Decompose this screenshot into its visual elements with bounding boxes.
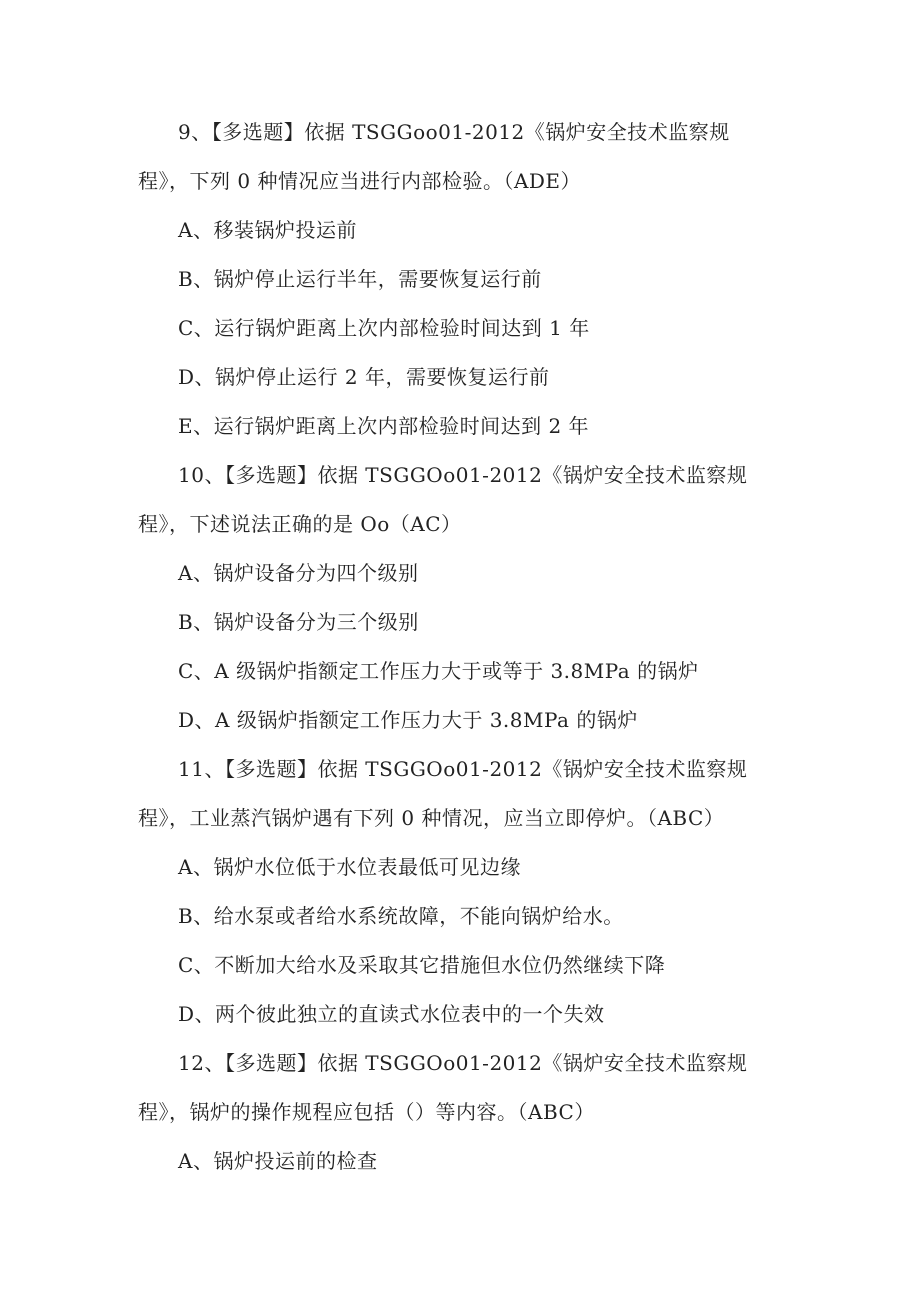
question-9-option-c: C、运行锅炉距离上次内部检验时间达到 1 年: [178, 316, 590, 340]
question-9-option-a: A、移装锅炉投运前: [178, 218, 357, 242]
question-10-option-b: B、锅炉设备分为三个级别: [178, 610, 419, 634]
question-9-option-d: D、锅炉停止运行 2 年，需要恢复运行前: [178, 365, 550, 389]
question-9-option-e: E、运行锅炉距离上次内部检验时间达到 2 年: [178, 414, 590, 438]
question-10-line-2: 程》，下述说法正确的是 Oo（AC）: [138, 512, 462, 536]
question-10-option-a: A、锅炉设备分为四个级别: [178, 561, 419, 585]
question-9-line-2: 程》，下列 0 种情况应当进行内部检验。（ADE）: [138, 169, 582, 193]
question-9-line-1: 9、【多选题】依据 TSGGoo01-2012《锅炉安全技术监察规: [178, 120, 730, 144]
question-10-line-1: 10、【多选题】依据 TSGGOo01-2012《锅炉安全技术监察规: [178, 463, 748, 487]
question-11-option-d: D、两个彼此独立的直读式水位表中的一个失效: [178, 1002, 605, 1026]
question-11-line-2: 程》，工业蒸汽锅炉遇有下列 0 种情况，应当立即停炉。（ABC）: [138, 806, 725, 830]
question-11-option-a: A、锅炉水位低于水位表最低可见边缘: [178, 855, 521, 879]
question-9-option-b: B、锅炉停止运行半年，需要恢复运行前: [178, 267, 542, 291]
question-11-line-1: 11、【多选题】依据 TSGGOo01-2012《锅炉安全技术监察规: [178, 757, 748, 781]
question-11-option-b: B、给水泵或者给水系统故障，不能向锅炉给水。: [178, 904, 624, 928]
question-11-option-c: C、不断加大给水及采取其它措施但水位仍然继续下降: [178, 953, 666, 977]
question-12-line-2: 程》，锅炉的操作规程应包括（）等内容。（ABC）: [138, 1100, 595, 1124]
question-10-option-d: D、A 级锅炉指额定工作压力大于 3.8MPa 的锅炉: [178, 708, 638, 732]
question-12-line-1: 12、【多选题】依据 TSGGOo01-2012《锅炉安全技术监察规: [178, 1051, 748, 1075]
question-10-option-c: C、A 级锅炉指额定工作压力大于或等于 3.8MPa 的锅炉: [178, 659, 699, 683]
question-12-option-a: A、锅炉投运前的检查: [178, 1149, 378, 1173]
